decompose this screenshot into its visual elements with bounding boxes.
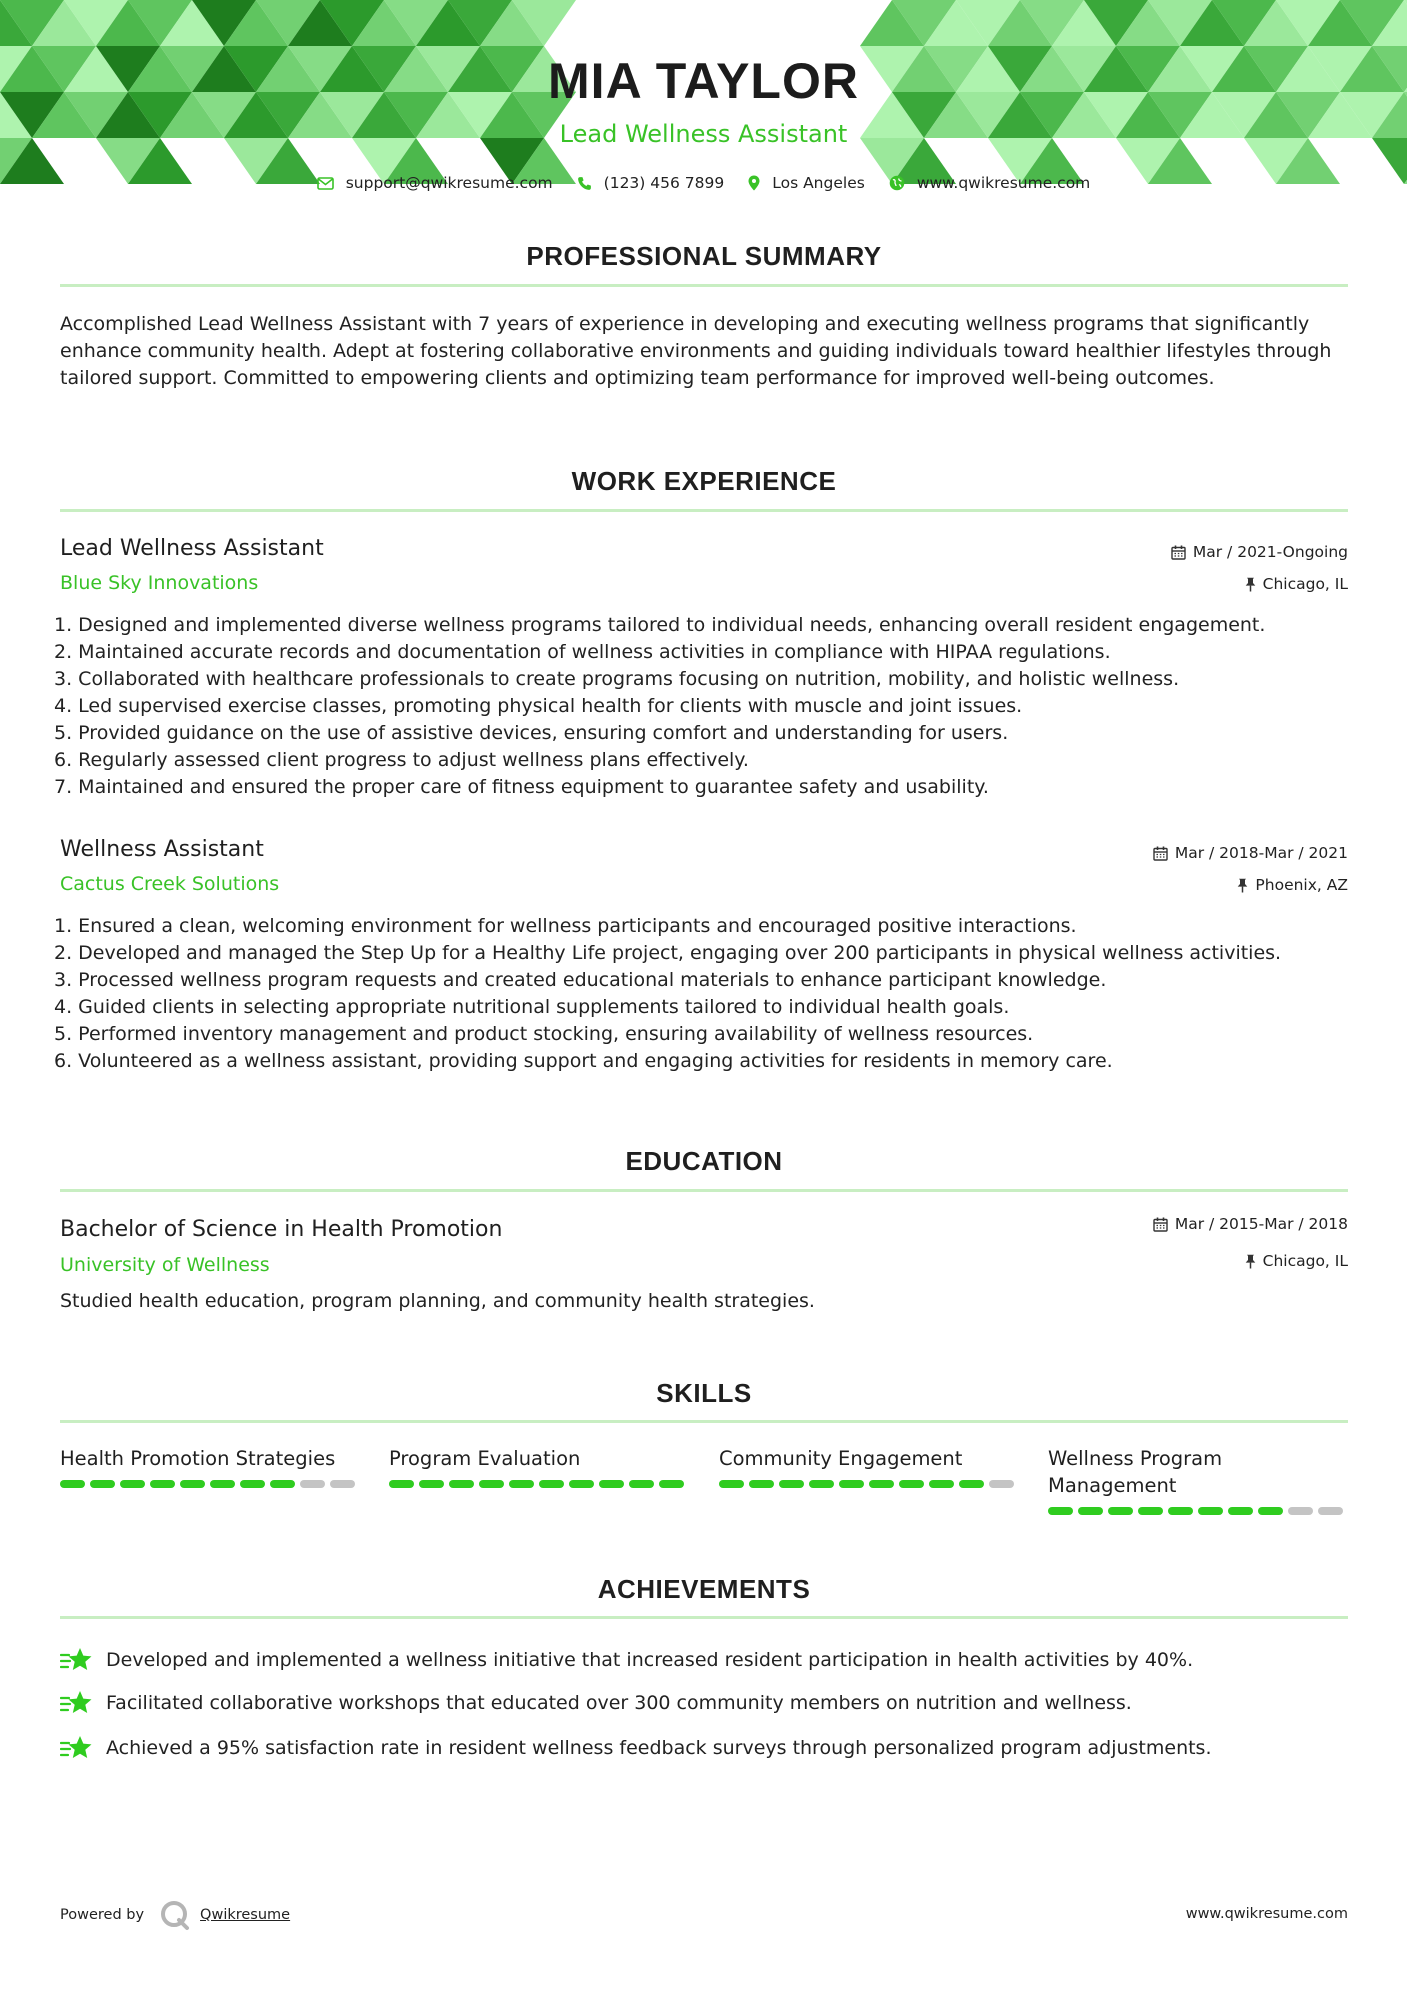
- skill-level-meter: [60, 1480, 360, 1488]
- skill-level-dot: [150, 1480, 175, 1488]
- skill-level-meter: [389, 1480, 689, 1488]
- envelope-icon: [317, 177, 334, 190]
- job-location-text: Phoenix, AZ: [1255, 876, 1348, 894]
- bullet-number: 2.: [54, 942, 79, 964]
- education-dates: [1153, 1217, 1348, 1233]
- bullet-number: 3.: [54, 668, 79, 690]
- achievements-heading: ACHIEVEMENTS: [597, 1574, 811, 1604]
- education-location: [1245, 1254, 1348, 1270]
- skill-level-dot: [300, 1480, 325, 1488]
- bullet-number: 7.: [54, 776, 79, 798]
- achievement-text: Developed and implemented a wellness initiative that increased resident participation in health activities by 40%.: [106, 1648, 1194, 1671]
- bullet-text: Maintained and ensured the proper care of fitness equipment to guarantee safety and usability.: [78, 776, 989, 798]
- skill-level-dot: [389, 1480, 414, 1488]
- job-bullets: [54, 612, 1364, 801]
- bullet-text: Maintained accurate records and documentation of wellness activities in compliance with HIPAA regulations.: [78, 641, 1111, 663]
- bullet-number: 5.: [54, 1023, 79, 1045]
- summary-text: Accomplished Lead Wellness Assistant with 7 years of experience in developing and executing wellness programs that significantly enhance community health. Adept at fostering collaborative environments and guiding individuals toward healthier lifestyles through tailored support. Committed to empowering clients and optimizing team performance for improved well-being outcomes.: [60, 313, 1332, 389]
- bullet-text: Collaborated with healthcare professionals to create programs focusing on nutrition, mobility, and holistic wellness.: [78, 668, 1180, 690]
- job-bullet: [54, 747, 1364, 774]
- summary-divider: [60, 284, 1348, 287]
- contact-phone-text: (123) 456 7899: [603, 174, 725, 192]
- skill-level-dot: [1288, 1507, 1313, 1515]
- education-location-text: Chicago, IL: [1262, 1252, 1348, 1270]
- skill-level-dot: [180, 1480, 205, 1488]
- job-bullet: [54, 967, 1364, 994]
- contact-location: [748, 174, 865, 192]
- footer-branding: [60, 1898, 290, 1932]
- education-description: Studied health education, program planning, and community health strategies.: [60, 1290, 815, 1312]
- contact-email[interactable]: [317, 174, 553, 192]
- contact-location-text: Los Angeles: [772, 174, 865, 192]
- skill-level-dot: [1228, 1507, 1253, 1515]
- skill-item: [1048, 1445, 1348, 1515]
- star-icon: [60, 1689, 94, 1717]
- skill-level-dot: [60, 1480, 85, 1488]
- job-bullet: [54, 612, 1364, 639]
- job-title: Lead Wellness Assistant: [60, 536, 324, 561]
- contact-website[interactable]: [889, 174, 1090, 192]
- skill-level-dot: [599, 1480, 624, 1488]
- job-location-text: Chicago, IL: [1262, 575, 1348, 593]
- bullet-number: 6.: [54, 749, 79, 771]
- skill-level-dot: [1108, 1507, 1133, 1515]
- skill-level-dot: [330, 1480, 355, 1488]
- bullet-text: Performed inventory management and product stocking, ensuring availability of wellness resources.: [78, 1023, 1034, 1045]
- candidate-title: Lead Wellness Assistant: [559, 120, 848, 148]
- skill-level-dot: [539, 1480, 564, 1488]
- bullet-number: 1.: [54, 614, 79, 636]
- skill-item: [60, 1445, 360, 1488]
- skill-level-dot: [1078, 1507, 1103, 1515]
- skill-level-dot: [1168, 1507, 1193, 1515]
- skill-level-dot: [509, 1480, 534, 1488]
- education-degree: Bachelor of Science in Health Promotion: [60, 1217, 503, 1242]
- calendar-icon: [1153, 846, 1168, 861]
- bullet-text: Led supervised exercise classes, promoting physical health for clients with muscle and joint issues.: [78, 695, 1023, 717]
- job-company: Blue Sky Innovations: [60, 572, 259, 594]
- footer-website[interactable]: www.qwikresume.com: [1185, 1906, 1348, 1922]
- bullet-text: Guided clients in selecting appropriate nutritional supplements tailored to individual health goals.: [78, 996, 1010, 1018]
- star-icon: [60, 1734, 94, 1762]
- skills-heading: SKILLS: [656, 1378, 752, 1408]
- job-bullet: [54, 994, 1364, 1021]
- experience-divider: [60, 509, 1348, 512]
- calendar-icon: [1153, 1217, 1168, 1232]
- job-bullet: [54, 913, 1364, 940]
- skill-level-dot: [120, 1480, 145, 1488]
- pushpin-icon: [1245, 577, 1256, 592]
- skill-level-dot: [749, 1480, 774, 1488]
- contact-website-text: www.qwikresume.com: [916, 174, 1091, 192]
- achievement-item: [60, 1734, 1212, 1762]
- job-company: Cactus Creek Solutions: [60, 873, 280, 895]
- skill-level-dot: [719, 1480, 744, 1488]
- contact-phone[interactable]: [577, 174, 725, 192]
- education-divider: [60, 1189, 1348, 1192]
- job-location: [1245, 577, 1348, 593]
- job-dates: [1153, 846, 1348, 862]
- bullet-number: 6.: [54, 1050, 79, 1072]
- skill-level-dot: [899, 1480, 924, 1488]
- bullet-number: 3.: [54, 969, 79, 991]
- skill-level-dot: [1258, 1507, 1283, 1515]
- pushpin-icon: [1237, 878, 1248, 893]
- achievement-item: [60, 1689, 1132, 1717]
- skill-item: [389, 1445, 689, 1488]
- skill-item: [719, 1445, 1019, 1488]
- bullet-number: 4.: [54, 996, 79, 1018]
- contact-email-text: support@qwikresume.com: [345, 174, 553, 192]
- skill-name: Health Promotion Strategies: [60, 1447, 336, 1470]
- skill-level-dot: [210, 1480, 235, 1488]
- skills-divider: [60, 1420, 1348, 1423]
- skill-level-meter: [719, 1480, 1019, 1488]
- calendar-icon: [1171, 545, 1186, 560]
- job-dates-text: Mar / 2018-Mar / 2021: [1174, 844, 1348, 862]
- skill-name: Wellness Program Management: [1048, 1447, 1223, 1497]
- pushpin-icon: [1245, 1254, 1256, 1269]
- job-dates-text: Mar / 2021-Ongoing: [1192, 543, 1348, 561]
- bullet-number: 1.: [54, 915, 79, 937]
- bullet-text: Processed wellness program requests and created educational materials to enhance participant knowledge.: [78, 969, 1107, 991]
- job-bullet: [54, 1021, 1364, 1048]
- bullet-number: 4.: [54, 695, 79, 717]
- skill-level-dot: [989, 1480, 1014, 1488]
- bullet-text: Ensured a clean, welcoming environment for wellness participants and encouraged positive interactions.: [78, 915, 1077, 937]
- education-heading: EDUCATION: [625, 1146, 783, 1176]
- bullet-text: Developed and managed the Step Up for a Healthy Life project, engaging over 200 participants in physical wellness activities.: [78, 942, 1282, 964]
- contact-bar: [0, 174, 1407, 192]
- achievement-text: Achieved a 95% satisfaction rate in resident wellness feedback surveys through personalized program adjustments.: [106, 1736, 1212, 1759]
- bullet-number: 5.: [54, 722, 79, 744]
- job-title: Wellness Assistant: [60, 837, 264, 862]
- skill-level-dot: [270, 1480, 295, 1488]
- skill-name: Program Evaluation: [389, 1447, 581, 1470]
- map-pin-icon: [748, 175, 760, 191]
- job-bullet: [54, 940, 1364, 967]
- star-icon: [60, 1646, 94, 1674]
- skill-level-dot: [1138, 1507, 1163, 1515]
- job-location: [1237, 878, 1348, 894]
- skill-level-dot: [1198, 1507, 1223, 1515]
- summary-heading: PROFESSIONAL SUMMARY: [526, 241, 882, 271]
- skill-level-meter: [1048, 1507, 1348, 1515]
- achievements-divider: [60, 1616, 1348, 1619]
- skill-level-dot: [569, 1480, 594, 1488]
- skill-level-dot: [779, 1480, 804, 1488]
- skill-level-dot: [839, 1480, 864, 1488]
- phone-icon: [577, 176, 592, 191]
- skill-level-dot: [240, 1480, 265, 1488]
- skill-level-dot: [1048, 1507, 1073, 1515]
- powered-by-label: Powered by: [60, 1907, 145, 1923]
- candidate-name: MIA TAYLOR: [548, 53, 859, 109]
- job-dates: [1171, 545, 1348, 561]
- qwikresume-logo-icon: [158, 1898, 192, 1932]
- bullet-text: Volunteered as a wellness assistant, providing support and engaging activities for residents in memory care.: [78, 1050, 1113, 1072]
- skill-level-dot: [959, 1480, 984, 1488]
- job-bullets: [54, 913, 1364, 1075]
- skill-level-dot: [449, 1480, 474, 1488]
- bullet-number: 2.: [54, 641, 79, 663]
- job-bullet: [54, 1048, 1364, 1075]
- achievement-item: [60, 1646, 1193, 1674]
- education-dates-text: Mar / 2015-Mar / 2018: [1174, 1215, 1348, 1233]
- skill-level-dot: [479, 1480, 504, 1488]
- globe-icon: [889, 175, 905, 191]
- skill-level-dot: [869, 1480, 894, 1488]
- skill-level-dot: [809, 1480, 834, 1488]
- skill-level-dot: [1318, 1507, 1343, 1515]
- skill-level-dot: [929, 1480, 954, 1488]
- achievement-text: Facilitated collaborative workshops that educated over 300 community members on nutrition and wellness.: [106, 1691, 1132, 1714]
- job-bullet: [54, 639, 1364, 666]
- skill-level-dot: [90, 1480, 115, 1488]
- job-bullet: [54, 666, 1364, 693]
- bullet-text: Regularly assessed client progress to adjust wellness plans effectively.: [78, 749, 749, 771]
- job-bullet: [54, 693, 1364, 720]
- job-bullet: [54, 774, 1364, 801]
- education-school: University of Wellness: [60, 1254, 270, 1276]
- skill-name: Community Engagement: [719, 1447, 963, 1470]
- bullet-text: Designed and implemented diverse wellness programs tailored to individual needs, enhancing overall resident engagement.: [78, 614, 1266, 636]
- qwikresume-link[interactable]: Qwikresume: [200, 1907, 291, 1923]
- experience-heading: WORK EXPERIENCE: [571, 466, 837, 496]
- bullet-text: Provided guidance on the use of assistive devices, ensuring comfort and understanding for users.: [78, 722, 1009, 744]
- skill-level-dot: [419, 1480, 444, 1488]
- skill-level-dot: [629, 1480, 654, 1488]
- skill-level-dot: [659, 1480, 684, 1488]
- job-bullet: [54, 720, 1364, 747]
